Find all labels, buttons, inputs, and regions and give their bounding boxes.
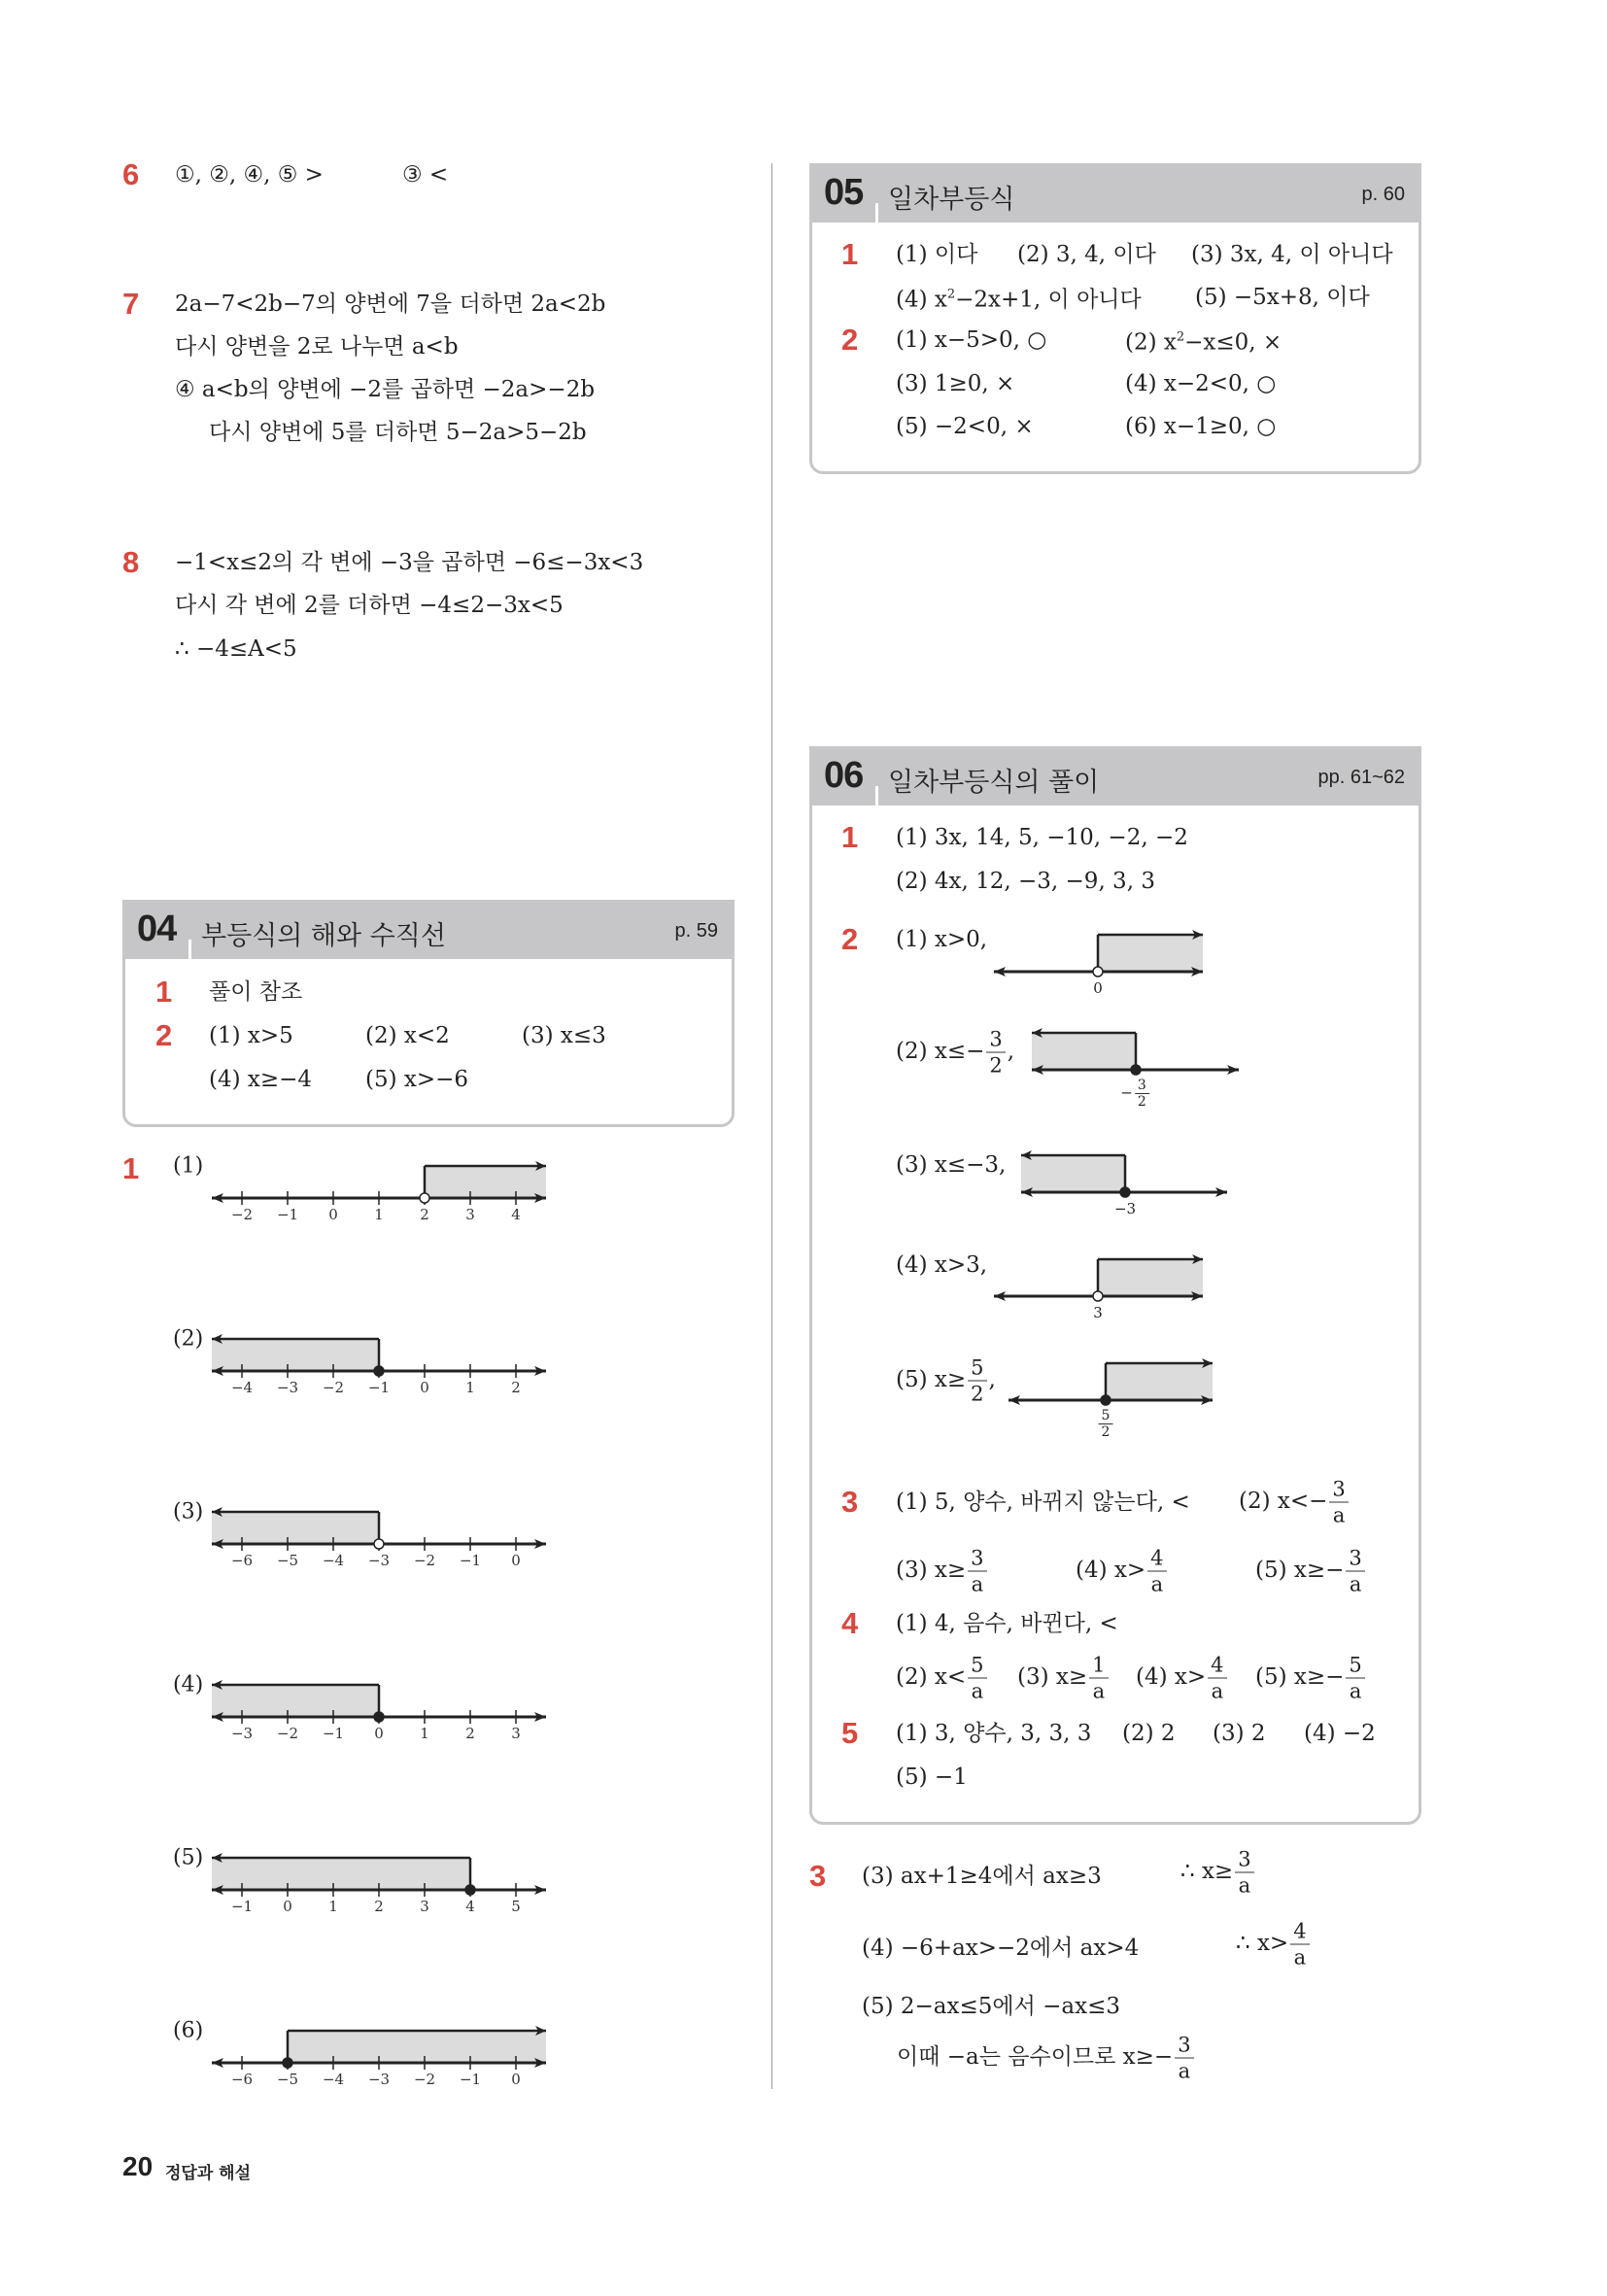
section-number: 05 [824,172,864,213]
tick-label: 0 [283,1898,292,1915]
open-point [1093,1291,1103,1301]
denominator: a [1293,1945,1307,1970]
answer-line [175,161,324,188]
header-divider [188,940,191,959]
numerator: 3 [1346,1546,1364,1572]
solution-region [1098,1259,1203,1296]
footer-title: 정답과 해설 [165,2164,252,2183]
tick-label: 3 [465,1206,475,1223]
text-segment: (3) x≥ [896,1558,967,1583]
number-line [204,2019,554,2092]
fraction [968,1355,986,1407]
solution-line [1236,1919,1312,1970]
solution-region [1098,935,1203,972]
text-segment: (2) 2 [1122,1721,1176,1746]
solution-line [175,291,605,318]
numerator: 3 [968,1546,986,1572]
fraction [1235,1847,1253,1899]
tick-label: −6 [230,1552,254,1569]
answer-item [896,282,1142,314]
text-segment: 다시 양변에 5를 더하면 5−2a>5−2b [209,420,587,445]
answer-item [1017,1653,1111,1704]
solution-region [1106,1363,1213,1400]
text-segment: (3) 2 [1213,1721,1266,1746]
answer-item [896,1027,1014,1079]
answer-item [1125,370,1276,397]
number-line [204,1673,554,1746]
text-segment: (3) 1≥0, × [896,371,1015,396]
closed-point [1101,1395,1111,1405]
denominator: a [1178,2059,1191,2083]
tick-label: 0 [374,1725,384,1742]
text-segment: (5) x≥− [1255,1664,1345,1690]
denominator: 2 [989,1053,1003,1078]
closed-point [374,1712,384,1722]
section-number: 04 [137,908,177,949]
answer-item [1125,325,1282,357]
text-segment: ∴ −4≤A<5 [175,636,297,662]
denominator: a [1211,1679,1224,1703]
answer-item [209,1022,293,1049]
section-header [812,749,1419,805]
answer-item [896,1610,1118,1637]
answer-item [1076,1546,1169,1597]
text-segment: (1) 4, 음수, 바뀐다, < [896,1611,1118,1636]
text-segment: (2) 4x, 12, −3, −9, 3, 3 [896,869,1155,894]
denominator: a [1349,1679,1362,1703]
answer-item [209,978,302,1006]
solution-line [175,376,595,403]
number-line [204,1500,554,1573]
tick-label: −3 [367,2071,391,2088]
answer-item [896,370,1014,397]
tick-label: −4 [230,1379,254,1396]
solution-line [175,549,643,576]
number-line [204,1327,554,1400]
text-segment: (1) x−5>0, ○ [896,327,1047,353]
question-number: 1 [841,820,859,854]
tick-label: −6 [230,2071,254,2088]
boundary-label [1093,1304,1103,1321]
solution-region [1021,1155,1125,1192]
fraction [968,1546,986,1597]
tick-label: −4 [322,1552,345,1569]
number-line [989,1252,1213,1311]
text-segment: (5) x≥ [896,1367,967,1392]
tick-label: −2 [322,1379,345,1396]
numerator: 5 [968,1355,986,1382]
answer-item [896,1653,989,1704]
closed-point [374,1366,384,1376]
fraction [1346,1546,1364,1597]
numerator: 3 [1135,1078,1149,1094]
fraction [968,1653,986,1704]
question-number: 7 [122,287,140,321]
text-segment: (5) −5x+8, 이다 [1195,285,1370,310]
denominator: a [1349,1572,1362,1596]
column-divider [771,163,772,2089]
text-segment: 다시 양변을 2로 나누면 a<b [175,334,459,360]
tick-label: 4 [511,1206,521,1223]
tick-label: 2 [511,1379,521,1396]
text-segment: (4) −6+ax>−2에서 ax>4 [862,1936,1140,1961]
text-segment: (1) 3x, 14, 5, −10, −2, −2 [896,825,1188,850]
number-line-label: (2) [173,1326,204,1352]
text-segment: ∴ x≥ [1180,1859,1234,1884]
solution-line [175,592,564,619]
answer-item [896,413,1034,440]
number-line [1004,1356,1222,1415]
text-segment: ④ a<b의 양변에 −2를 곱하면 −2a>−2b [175,377,596,402]
answer-item [1255,1653,1367,1704]
fraction [1099,1408,1113,1440]
text-segment: 3 [1093,1304,1103,1321]
answer-item [896,326,1046,354]
fraction [986,1027,1005,1079]
solution-region [288,2031,546,2063]
boundary-label [1114,1200,1136,1217]
text-segment: −2x+1, 이 아니다 [955,287,1142,313]
tick-label: −3 [276,1379,299,1396]
text-segment: (1) 5, 양수, 바뀌지 않는다, < [896,1490,1190,1515]
tick-label: −3 [230,1725,254,1742]
solution-region [1032,1033,1136,1070]
fraction [1089,1653,1108,1704]
text-segment: (1) x>0, [896,927,988,952]
number-line [204,1154,554,1227]
tick-label: 3 [511,1725,521,1742]
answer-item [209,1066,312,1093]
answer-item [1195,284,1370,311]
number-line-label: (6) [173,2018,204,2043]
text-segment: −3 [1113,1200,1137,1217]
tick-label: −5 [276,2071,299,2088]
fraction [1329,1477,1348,1528]
text-segment: 다시 각 변에 2를 더하면 −4≤2−3x<5 [175,593,564,618]
question-number: 1 [841,237,859,271]
tick-label: −1 [322,1725,345,1742]
text-segment: (4) x≥−4 [209,1067,313,1092]
text-segment: (2) x< [896,1664,967,1690]
open-point [1093,967,1103,977]
numerator: 4 [1147,1546,1166,1572]
denominator: 2 [1101,1424,1111,1440]
open-point [374,1539,384,1549]
text-segment: ∴ x> [1236,1931,1289,1956]
text-segment: −1<x≤2의 각 변에 −3을 곱하면 −6≤−3x<3 [175,550,644,575]
solution-line [1180,1847,1256,1899]
text-segment: (4) x> [1136,1664,1207,1690]
closed-point [1120,1187,1130,1197]
closed-point [1131,1065,1141,1075]
question-number: 2 [155,1018,173,1052]
numerator: 4 [1208,1653,1226,1679]
tick-label: 0 [420,1379,429,1396]
text-segment: (4) x−2<0, ○ [1125,371,1277,396]
tick-label: 2 [420,1206,429,1223]
exponent: 2 [946,287,956,302]
answer-item [896,1764,968,1791]
numerator: 5 [968,1653,986,1679]
text-segment: ③ < [402,162,449,188]
text-segment: (2) x<− [1239,1489,1328,1514]
question-number: 3 [841,1485,859,1519]
answer-item [1122,1720,1176,1747]
answer-item [522,1022,606,1049]
tick-label: 2 [374,1898,384,1915]
section-title: 일차부등식의 풀이 [888,768,1100,798]
exponent: 2 [1176,329,1185,345]
text-segment: (5) 2−ax≤5에서 −ax≤3 [862,1994,1120,2019]
numerator: 3 [1235,1847,1253,1873]
tick-label: 1 [374,1206,384,1223]
tick-label: −2 [413,1552,436,1569]
number-line-label: (1) [173,1153,204,1179]
text-segment: (4) x> [1076,1558,1146,1583]
text-segment: (6) x−1≥0, ○ [1125,414,1277,439]
text-segment: (3) x≤−3, [896,1152,1007,1178]
answer-line [402,161,448,188]
tick-label: 3 [420,1898,429,1915]
solution-region [212,1339,379,1371]
tick-label: 0 [328,1206,338,1223]
section-header [125,903,732,959]
denominator: a [1332,1503,1346,1527]
text-segment: (5) −2<0, × [896,414,1034,439]
text-segment: (3) ax+1≥4에서 ax≥3 [862,1864,1102,1889]
text-segment: 0 [1093,979,1103,997]
answer-item [365,1066,468,1093]
numerator: 3 [1329,1477,1348,1503]
tick-label: −1 [230,1898,254,1915]
numerator: 1 [1089,1653,1108,1679]
solution-region [212,1685,379,1717]
header-divider [875,203,878,223]
denominator: a [1150,1572,1164,1596]
tick-label: 1 [420,1725,429,1742]
text-segment: (2) x [1125,329,1177,356]
answer-item [896,1720,1091,1747]
tick-label: 0 [511,2071,521,2088]
text-segment: 이때 −a는 음수이므로 x≥− [897,2044,1174,2070]
section-title: 부등식의 해와 수직선 [201,921,446,951]
closed-point [283,2058,292,2068]
page-reference: p. 59 [674,920,718,942]
section-title: 일차부등식 [888,185,1015,215]
denominator: a [971,1679,984,1703]
text-segment: (1) 이다 [896,242,978,267]
solution-line [897,2033,1196,2084]
tick-label: −2 [276,1725,299,1742]
answer-item [896,1151,1006,1179]
question-number: 6 [122,157,140,191]
question-number: 1 [155,975,173,1009]
text-segment: (2) 3, 4, 이다 [1017,242,1156,267]
tick-label: 1 [465,1379,475,1396]
solution-line [175,635,297,663]
text-segment: − [1120,1083,1133,1102]
answer-item [896,1546,989,1597]
numerator: 5 [1346,1653,1364,1679]
text-segment: (4) −2 [1304,1721,1376,1746]
denominator: 2 [1137,1094,1146,1110]
fraction [1208,1653,1226,1704]
solution-line [862,1993,1120,2020]
question-number: 1 [122,1151,140,1185]
solution-line [175,333,459,360]
tick-label: −2 [413,2071,436,2088]
boundary-label [1093,979,1103,997]
number-line [1016,1148,1237,1207]
answer-item [1136,1653,1229,1704]
answer-item [896,926,987,953]
solution-region [212,1512,379,1544]
solution-region [425,1166,546,1198]
fraction [1175,2033,1193,2084]
text-segment: (3) x≥ [1017,1664,1088,1690]
text-segment: (4) x [896,287,947,313]
page-reference: p. 60 [1361,184,1405,205]
denominator: a [1238,1873,1251,1898]
text-segment: (5) x≥− [1255,1558,1345,1583]
tick-label: 4 [465,1898,475,1915]
text-segment: (3) x≤3 [522,1023,606,1048]
boundary-label [1097,1408,1115,1440]
tick-label: 0 [511,1552,521,1569]
numerator: 5 [1099,1408,1113,1424]
question-number: 2 [841,323,859,357]
question-number: 8 [122,545,140,579]
denominator: a [1092,1679,1106,1703]
answer-item [896,1355,996,1407]
answer-item [1191,241,1393,268]
number-line-label: (3) [173,1499,204,1525]
tick-label: −1 [276,1206,299,1223]
closed-point [465,1885,475,1895]
text-segment: 2a−7<2b−7의 양변에 7을 더하면 2a<2b [175,291,606,317]
solution-line [862,1935,1139,1962]
answer-item [896,1489,1190,1516]
denominator: a [971,1572,984,1596]
answer-item [896,824,1188,851]
question-number: 4 [841,1606,859,1640]
question-number: 2 [841,922,859,956]
header-divider [875,786,878,805]
tick-label: −1 [367,1379,391,1396]
numerator: 3 [986,1027,1005,1053]
text-segment: ①, ②, ④, ⑤ > [175,162,324,188]
tick-label: −1 [459,2071,482,2088]
fraction [1135,1078,1149,1110]
numerator: 3 [1175,2033,1193,2059]
denominator: 2 [971,1382,984,1406]
tick-label: −1 [459,1552,482,1569]
tick-label: −3 [367,1552,391,1569]
text-segment: (4) x>3, [896,1252,988,1278]
text-segment: (5) −1 [896,1765,968,1790]
text-segment: (2) x<2 [365,1023,450,1048]
text-segment: −x≤0, × [1184,329,1282,356]
question-number: 5 [841,1716,859,1750]
text-segment: , [988,1367,996,1392]
tick-label: 2 [465,1725,475,1742]
question-number: 3 [809,1859,827,1893]
answer-item [1017,241,1156,268]
fraction [1346,1653,1364,1704]
number-line [204,1846,554,1919]
boundary-label [1120,1078,1151,1110]
page-number: 20 [122,2151,154,2181]
solution-line [862,1863,1102,1890]
number-line-label: (5) [173,1845,204,1870]
text-segment: (3) 3x, 4, 이 아니다 [1191,242,1393,267]
answer-item [1239,1477,1351,1528]
answer-item [1255,1546,1367,1597]
number-line [1027,1026,1248,1084]
page-reference: pp. 61~62 [1317,767,1405,788]
tick-label: −4 [322,2071,345,2088]
tick-label: 1 [328,1898,338,1915]
text-segment: (1) 3, 양수, 3, 3, 3 [896,1721,1092,1746]
solution-line [209,419,587,446]
number-line-label: (4) [173,1672,204,1697]
section-number: 06 [824,755,864,796]
number-line [989,928,1213,986]
answer-item [896,1251,987,1279]
tick-label: −2 [230,1206,254,1223]
answer-item [1213,1720,1266,1747]
tick-label: 5 [511,1898,521,1915]
answer-item [896,868,1155,895]
fraction [1290,1919,1309,1970]
answer-item [1304,1720,1376,1747]
text-segment: (1) x>5 [209,1023,293,1048]
answer-item [365,1022,450,1049]
open-point [420,1193,429,1203]
text-segment: (5) x>−6 [365,1067,469,1092]
tick-label: −5 [276,1552,299,1569]
text-segment: (2) x≤− [896,1039,985,1064]
text-segment: , [1007,1039,1015,1064]
answer-item [896,241,977,268]
section-header [812,166,1419,223]
solution-region [212,1858,470,1890]
numerator: 4 [1290,1919,1309,1945]
answer-item [1125,413,1276,440]
fraction [1147,1546,1166,1597]
text-segment: 풀이 참조 [209,979,303,1005]
